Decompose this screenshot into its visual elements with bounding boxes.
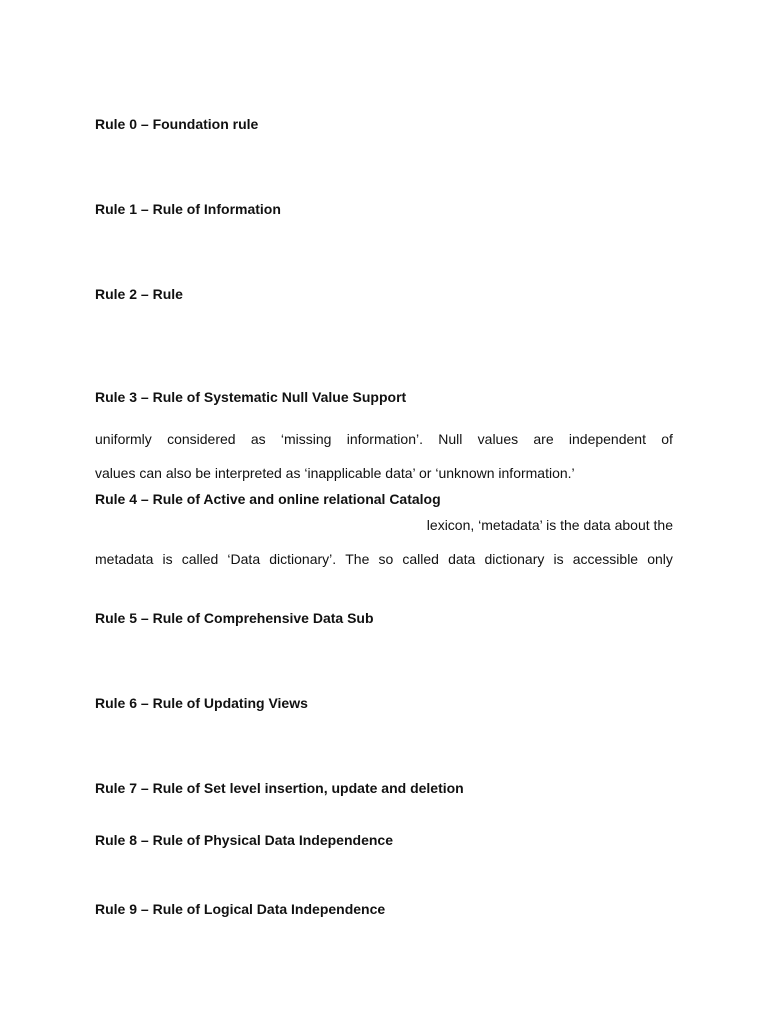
rule-5-heading: Rule 5 – Rule of Comprehensive Data Sub [95,610,374,626]
rule-8-heading: Rule 8 – Rule of Physical Data Independence [95,832,393,848]
rule-9-heading: Rule 9 – Rule of Logical Data Independence [95,901,386,917]
rule-2-heading: Rule 2 – Rule [95,286,183,302]
rule-3-text-line-2: values can also be interpreted as ‘inapplicable data’ or ‘unknown information.’ [95,465,575,481]
rule-7-heading: Rule 7 – Rule of Set level insertion, update and deletion [95,780,464,796]
rule-4-text-line-1: lexicon, ‘metadata’ is the data about the [426,517,673,533]
rule-4-heading: Rule 4 – Rule of Active and online relational Catalog [95,491,441,507]
rule-3-text-line-1: uniformly considered as ‘missing information’. Null values are independent of [95,431,673,447]
rule-0-heading: Rule 0 – Foundation rule [95,116,259,132]
rule-1-heading: Rule 1 – Rule of Information [95,201,281,217]
rule-6-heading: Rule 6 – Rule of Updating Views [95,695,308,711]
rule-4-text-line-2: metadata is called ‘Data dictionary’. The so called data dictionary is accessible only [95,551,673,567]
rule-3-heading: Rule 3 – Rule of Systematic Null Value Support [95,389,407,405]
